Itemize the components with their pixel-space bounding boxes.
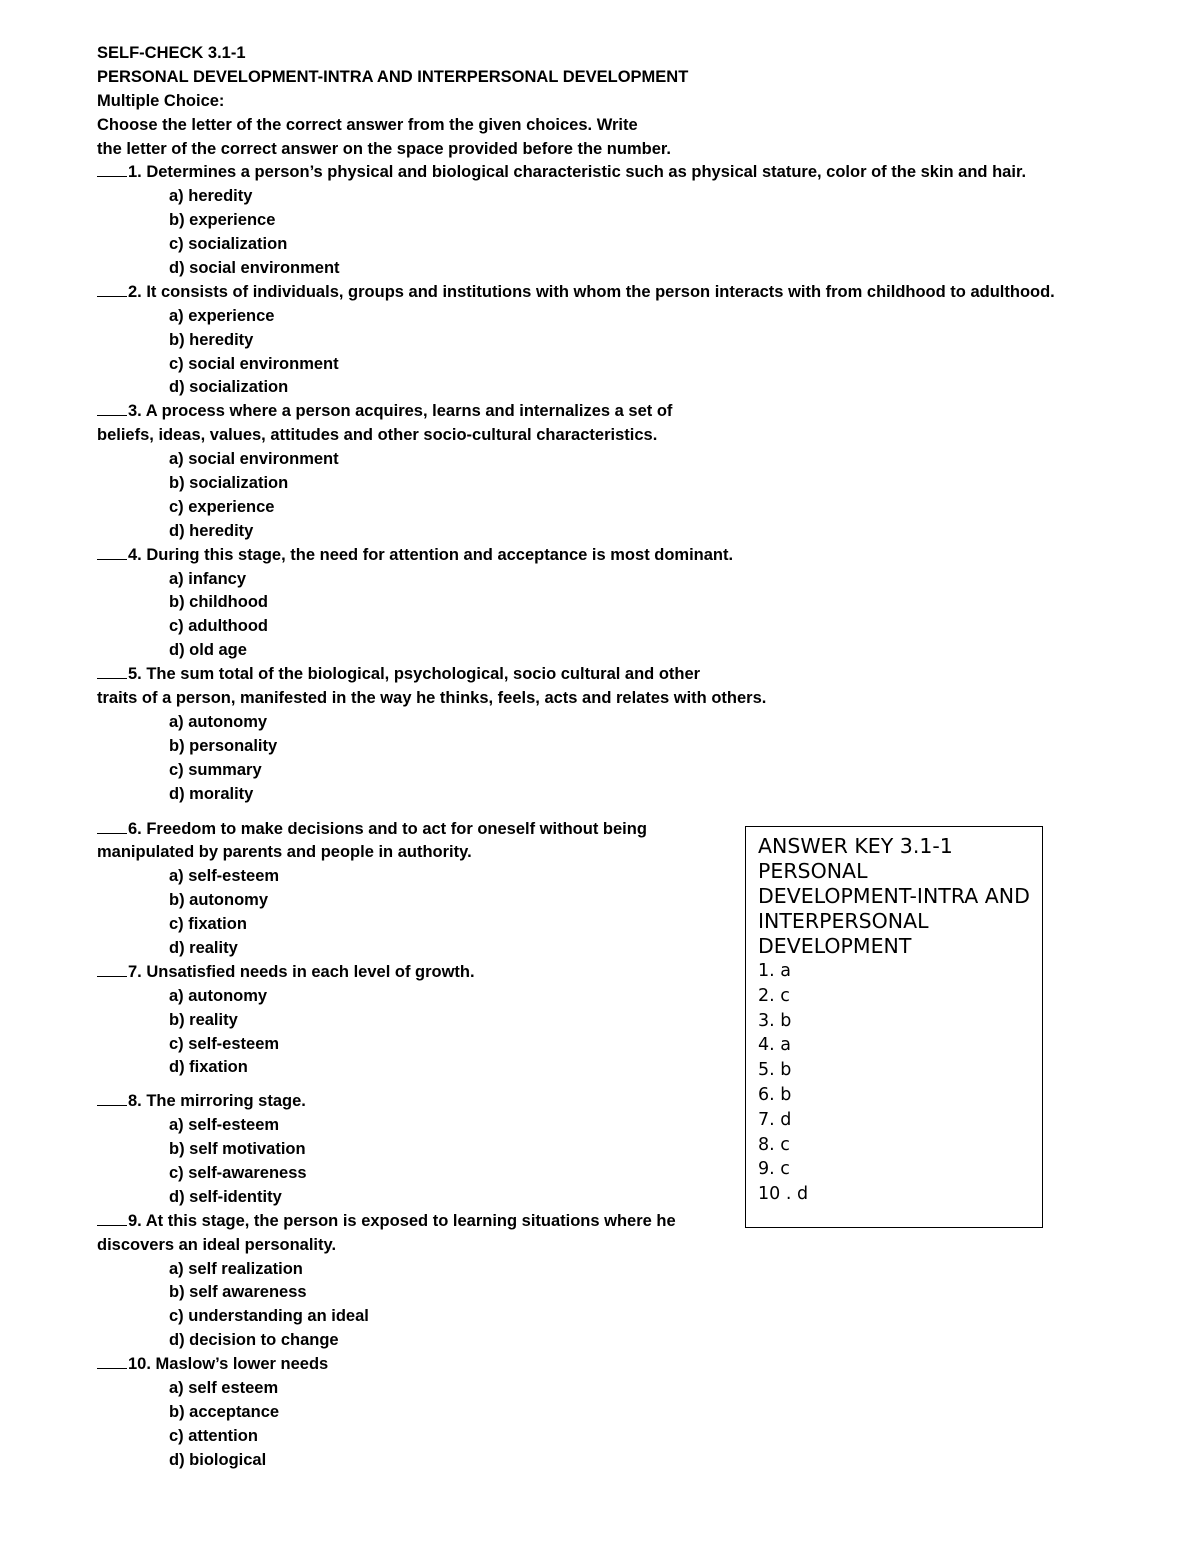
option: a) self-esteem [169,1116,280,1135]
answer-blank[interactable] [97,1210,127,1226]
option: a) heredity [169,187,253,206]
option: b) heredity [169,330,254,349]
option: a) autonomy [169,986,268,1005]
option: c) social environment [169,354,339,373]
answer-key-item: 5. b [758,1060,792,1081]
option: c) self-awareness [169,1163,307,1182]
option: b) socialization [169,474,289,493]
answer-blank[interactable] [97,1353,127,1369]
answer-key-item: 4. a [758,1035,791,1056]
question-text-continued: discovers an ideal personality. [97,1235,337,1254]
option: d) decision to change [169,1331,339,1350]
answer-key-item: 9. c [758,1159,790,1180]
worksheet-title: PERSONAL DEVELOPMENT-INTRA AND INTERPERSONAL DEVELOPMENT [97,67,689,86]
answer-key-item: 1. a [758,961,791,981]
answer-key-item: 7. d [758,1109,792,1130]
option: a) experience [169,306,275,325]
question-5 [97,663,1137,806]
option: a) self-esteem [169,867,280,886]
option: a) self realization [169,1259,303,1278]
answer-key-item: 6. b [758,1084,792,1105]
question-text: 9. At this stage, the person is exposed to learning situations where he [128,1211,676,1230]
option: c) socialization [169,235,288,254]
option: b) reality [169,1010,238,1029]
instruction-line-2: the letter of the correct answer on the space provided before the number. [97,139,671,158]
option: d) morality [169,784,254,803]
option: d) social environment [169,259,340,278]
option: c) self-esteem [169,1034,280,1053]
answer-blank[interactable] [97,544,127,560]
option: c) fixation [169,915,247,934]
answer-key-title: ANSWER KEY 3.1-1 PERSONAL DEVELOPMENT-INTRA AND INTERPERSONAL DEVELOPMENT [758,834,1030,958]
answer-blank[interactable] [97,281,127,297]
option: c) adulthood [169,617,268,636]
option: d) heredity [169,521,254,540]
question-text: 7. Unsatisfied needs in each level of growth. [128,962,475,981]
option: a) infancy [169,569,247,588]
option: b) childhood [169,593,268,612]
answer-blank[interactable] [97,663,127,679]
answer-blank[interactable] [97,400,127,416]
question-text: 10. Maslow’s lower needs [128,1355,329,1374]
question-text: 1. Determines a person’s physical and biological characteristic such as physical stature, color of the skin and hair. [128,163,1027,182]
option: c) attention [169,1426,258,1445]
answer-blank[interactable] [97,818,127,834]
answer-blank[interactable] [97,961,127,977]
answer-key-item: 10 . d [758,1184,809,1205]
option: a) self esteem [169,1378,279,1397]
answer-key-item: 2. c [758,985,790,1006]
option: b) acceptance [169,1402,280,1421]
question-text: 5. The sum total of the biological, psychological, socio cultural and other [128,665,701,684]
question-text: 6. Freedom to make decisions and to act for oneself without being [128,819,647,838]
question-text-continued: manipulated by parents and people in authority. [97,843,472,862]
option: b) personality [169,736,278,755]
option: c) summary [169,760,262,779]
option: d) socialization [169,378,289,397]
option: d) self-identity [169,1187,282,1206]
question-10 [97,1353,1137,1472]
question-text: 8. The mirroring stage. [128,1092,306,1111]
option: d) fixation [169,1058,248,1077]
answer-key-box [745,826,1043,1228]
worksheet [97,42,1137,1473]
question-type: Multiple Choice: [97,91,225,110]
option: d) old age [169,641,247,660]
question-1 [97,161,1137,280]
question-text-continued: beliefs, ideas, values, attitudes and other socio-cultural characteristics. [97,426,658,445]
question-3 [97,400,1137,543]
option: d) reality [169,938,238,957]
question-text: 3. A process where a person acquires, learns and internalizes a set of [128,402,673,421]
question-4 [97,544,1137,663]
answer-blank[interactable] [97,161,127,177]
self-check-code: SELF-CHECK 3.1-1 [97,44,246,62]
option: c) experience [169,497,275,516]
option: b) experience [169,211,276,230]
option: d) biological [169,1450,267,1469]
option: b) autonomy [169,891,268,910]
question-text: 4. During this stage, the need for attention and acceptance is most dominant. [128,545,734,564]
question-text: 2. It consists of individuals, groups and institutions with whom the person interacts with from childhood to adulthood. [128,282,1055,301]
option: c) understanding an ideal [169,1307,369,1326]
option: a) social environment [169,450,339,469]
question-2 [97,281,1137,400]
option: b) self awareness [169,1283,307,1302]
option: b) self motivation [169,1140,306,1159]
answer-blank[interactable] [97,1090,127,1106]
instruction-line-1: Choose the letter of the correct answer from the given choices. Write [97,115,638,134]
option: a) autonomy [169,712,268,731]
question-9 [97,1210,1137,1353]
answer-key-item: 8. c [758,1134,790,1155]
answer-key-item: 3. b [758,1010,792,1031]
question-text-continued: traits of a person, manifested in the way he thinks, feels, acts and relates with others. [97,689,767,708]
